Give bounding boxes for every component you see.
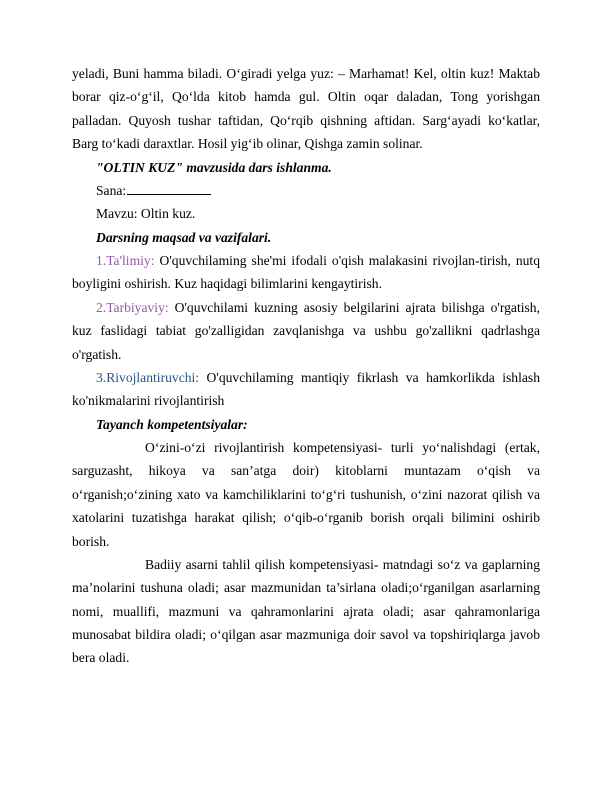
aim-item-tarbiyaviy: [72, 296, 540, 366]
aim-item-rivojlantiruvchi: [72, 366, 540, 413]
competencies-heading: Tayanch kompetentsiyalar:: [96, 416, 248, 432]
date-line: [72, 179, 540, 202]
intro-paragraph: yeladi, Buni hamma biladi. O‘giradi yelga yuz: – Marhamat! Kel, oltin kuz! Maktab borar qiz-o‘g‘il, Qo‘lda kitob hamda gul. Oltin oqar daladan, Tong yorishgan palladan. Quyosh tushar taftidan, Qo‘rqib qishning aftidan. Sarg‘ayadi ko‘katlar, Barg to‘kadi daraxtlar. Hosil yig‘ib olinar, Qishga zamin solinar.: [72, 66, 540, 152]
aim-text-talimiy: O'quvchilaming she'mi ifodali o'qish malakasini rivojlan-tirish, nutq boyligini oshirish. Kuz haqidagi bilimlarini kengaytirish.: [72, 253, 540, 292]
date-blank-field[interactable]: [127, 183, 211, 195]
aim-label-rivojlantiruvchi: 3.Rivojlantiruvchi:: [96, 369, 200, 385]
aim-label-talimiy: 1.Ta'limiy:: [96, 253, 155, 268]
aim-text-rivojlantiruvchi: O'quvchilaming mantiqiy fikrlash va hamkorlikda ishlash ko'nikmalarini rivojlantirish: [72, 369, 540, 409]
date-label: Sana:: [96, 182, 127, 198]
lesson-title: "OLTIN KUZ" mavzusida dars ishlanma.: [96, 159, 332, 175]
topic-line: Mavzu: Oltin kuz.: [96, 206, 196, 222]
aims-heading: Darsning maqsad va vazifalari.: [96, 229, 272, 245]
document-body: [72, 62, 540, 670]
competency-self-development: O‘zini-o‘zi rivojlantirish kompetensiyasi- turli yo‘nalishdagi (ertak, sarguzasht, hikoya va san’atga doir) kitoblarni muntazam o‘qish va o‘rganish;o‘zining xato va kamchiliklarini to‘g‘ri tushunish, o‘zini nazorat qilish va xatolarini tuzatishga harakat qilish; o‘qib-o‘rganib borish orqali bilimini oshirib borish.: [72, 440, 540, 549]
aim-item-talimiy: [72, 249, 540, 296]
aim-text-tarbiyaviy: O'quvchilami kuzning asosiy belgilarini ajrata bilishga o'rgatish, kuz faslidagi tabiat go'zalligidan zavqlanishga va ushbu go'zallikni qadrlashga o'rgatish.: [72, 299, 540, 362]
aim-label-tarbiyaviy: 2.Tarbiyaviy:: [96, 299, 169, 315]
competency-literary-analysis: Badiiy asarni tahlil qilish kompetensiyasi- matndagi so‘z va gaplarning ma’nolarini tushuna oladi; asar mazmunidan ta’sirlana oladi;o‘rganilgan asarlarning nomi, muallifi, mazmuni va qahramonlarini ajrata oladi; asar qahramonlariga munosabat bildira oladi; o‘qilgan asar mazmuniga doir savol va topshiriqlarga javob bera oladi.: [72, 556, 540, 666]
